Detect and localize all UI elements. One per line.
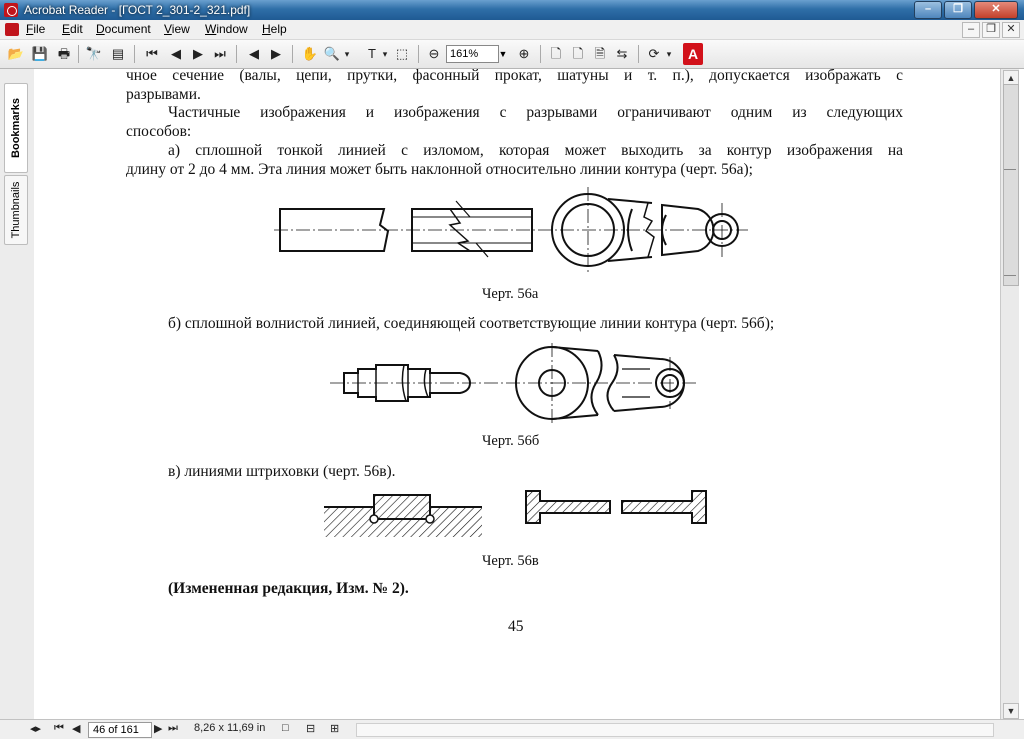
prev-page-icon[interactable]: ◀ [171, 46, 181, 61]
last-page-icon[interactable]: ⏭ [214, 46, 226, 61]
graphics-select-icon[interactable]: ⬚ [395, 46, 409, 61]
navigation-pane [0, 69, 35, 719]
save-icon[interactable]: 💾 [31, 46, 49, 61]
print-icon[interactable]: 🖶 [57, 46, 71, 61]
title-bar [0, 0, 1024, 20]
go-forward-icon[interactable]: ▶ [271, 46, 281, 61]
menu-help[interactable]: Help [262, 22, 287, 36]
tab-bookmarks[interactable]: Bookmarks [4, 83, 28, 173]
adobe-online-icon[interactable]: A [683, 43, 703, 65]
text-line: Частичные изображения и изображения с разрывами ограничивают одним из следующих [168, 104, 903, 121]
toolbar [0, 40, 1024, 69]
menu-document[interactable]: Document [96, 22, 151, 36]
close-button[interactable] [974, 1, 1018, 19]
reflow-icon[interactable]: ⇆ [616, 46, 628, 61]
close-icon: ✕ [991, 3, 1001, 15]
pdf-page [34, 69, 1000, 719]
text-line: способов: [126, 123, 192, 140]
text-line: чное сечение (валы, цепи, прутки, фасонный прокат, шатуны и т. п.), допускается изображать с [126, 69, 903, 84]
next-page-icon[interactable]: ▶ [154, 723, 163, 735]
text-line: б) сплошной волнистой линией, соединяющей соответствующие линии контура (черт. 56б); [168, 315, 775, 332]
figure-caption: Черт. 56б [482, 433, 540, 449]
minimize-button[interactable] [914, 1, 942, 19]
page-size: 8,26 x 11,69 in [194, 722, 266, 734]
scroll-thumb[interactable] [1003, 84, 1019, 286]
menu-file[interactable]: File [26, 22, 46, 36]
last-page-icon[interactable]: ⏭ [168, 722, 178, 734]
maximize-button[interactable] [944, 1, 972, 19]
find-icon[interactable]: 🔭 [85, 46, 103, 61]
rotate-icon[interactable]: ⟳ [648, 46, 660, 61]
show-hide-nav-icon[interactable]: ▤ [111, 46, 125, 61]
first-page-icon[interactable]: ⏮ [146, 46, 158, 61]
text-select-icon[interactable]: T [368, 46, 376, 61]
first-page-icon[interactable]: ⏮ [54, 722, 64, 734]
status-bar [0, 719, 1024, 739]
text-line: длину от 2 до 4 мм. Эта линия может быть наклонной относительно линии контура (черт. 56а); [126, 161, 753, 178]
figure-caption: Черт. 56а [482, 286, 539, 302]
zoom-out-icon[interactable]: ⊖ [428, 46, 440, 61]
text-select-dropdown-icon[interactable]: ▾ [382, 49, 388, 59]
doc-restore-button[interactable]: ❐ [982, 22, 1000, 38]
vertical-scrollbar[interactable] [1000, 69, 1019, 719]
rotate-dropdown-icon[interactable]: ▾ [666, 49, 672, 59]
figure-56a [274, 187, 754, 275]
text-line: в) линиями штриховки (черт. 56в). [168, 463, 396, 480]
figure-caption: Черт. 56в [482, 553, 539, 569]
restore-icon: ❐ [953, 3, 963, 15]
page-number: 45 [508, 618, 524, 635]
document-icon[interactable] [5, 23, 19, 36]
menu-view[interactable]: View [164, 22, 190, 36]
zoom-tool-icon[interactable]: 🔍 [323, 46, 341, 61]
menu-window[interactable]: Window [205, 22, 248, 36]
hand-tool-icon[interactable]: ✋ [301, 46, 319, 61]
zoom-tool-dropdown-icon[interactable]: ▾ [344, 49, 350, 59]
zoom-input[interactable]: 161% [446, 45, 499, 63]
acrobat-app-icon [4, 3, 18, 17]
menu-edit[interactable]: Edit [62, 22, 83, 36]
prev-page-icon[interactable]: ◀ [72, 723, 81, 735]
doc-minimize-button[interactable]: – [962, 22, 980, 38]
menu-bar [0, 20, 1024, 40]
tab-thumbnails[interactable]: Thumbnails [4, 175, 28, 245]
document-view[interactable] [34, 69, 1000, 719]
figure-56b [330, 343, 700, 423]
zoom-dropdown-icon[interactable]: ▼ [498, 49, 508, 59]
open-icon[interactable]: 📂 [7, 46, 25, 61]
minimize-icon: – [924, 3, 932, 15]
scroll-down-icon[interactable]: ▼ [1003, 703, 1019, 719]
horizontal-scrollbar[interactable] [356, 723, 994, 737]
text-line: разрывами. [126, 86, 201, 103]
fit-page-icon[interactable]: 🗋 [572, 46, 584, 61]
text-line: а) сплошной тонкой линией с изломом, которая может выходить за контур изображения на [168, 142, 903, 159]
page-number-input[interactable]: 46 of 161 [88, 722, 152, 738]
window-title: Acrobat Reader - [ГОСТ 2_301-2_321.pdf] [24, 3, 251, 17]
actual-size-icon[interactable]: 🗋 [550, 46, 562, 61]
continuous-icon[interactable]: ⊟ [306, 723, 316, 735]
continuous-facing-icon[interactable]: ⊞ [330, 723, 340, 735]
go-back-icon[interactable]: ◀ [249, 46, 259, 61]
doc-close-button[interactable]: ✕ [1002, 22, 1020, 38]
amendment-note: (Измененная редакция, Изм. № 2). [168, 580, 409, 597]
zoom-in-icon[interactable]: ⊕ [518, 46, 530, 61]
fit-width-icon[interactable]: 🗎 [594, 46, 606, 61]
next-page-icon[interactable]: ▶ [193, 46, 203, 61]
nav-arrows-icon[interactable]: ◂▸ [30, 723, 42, 735]
single-page-icon[interactable]: □ [282, 722, 289, 734]
figure-56c [320, 483, 712, 543]
scroll-up-icon[interactable]: ▲ [1003, 70, 1019, 86]
